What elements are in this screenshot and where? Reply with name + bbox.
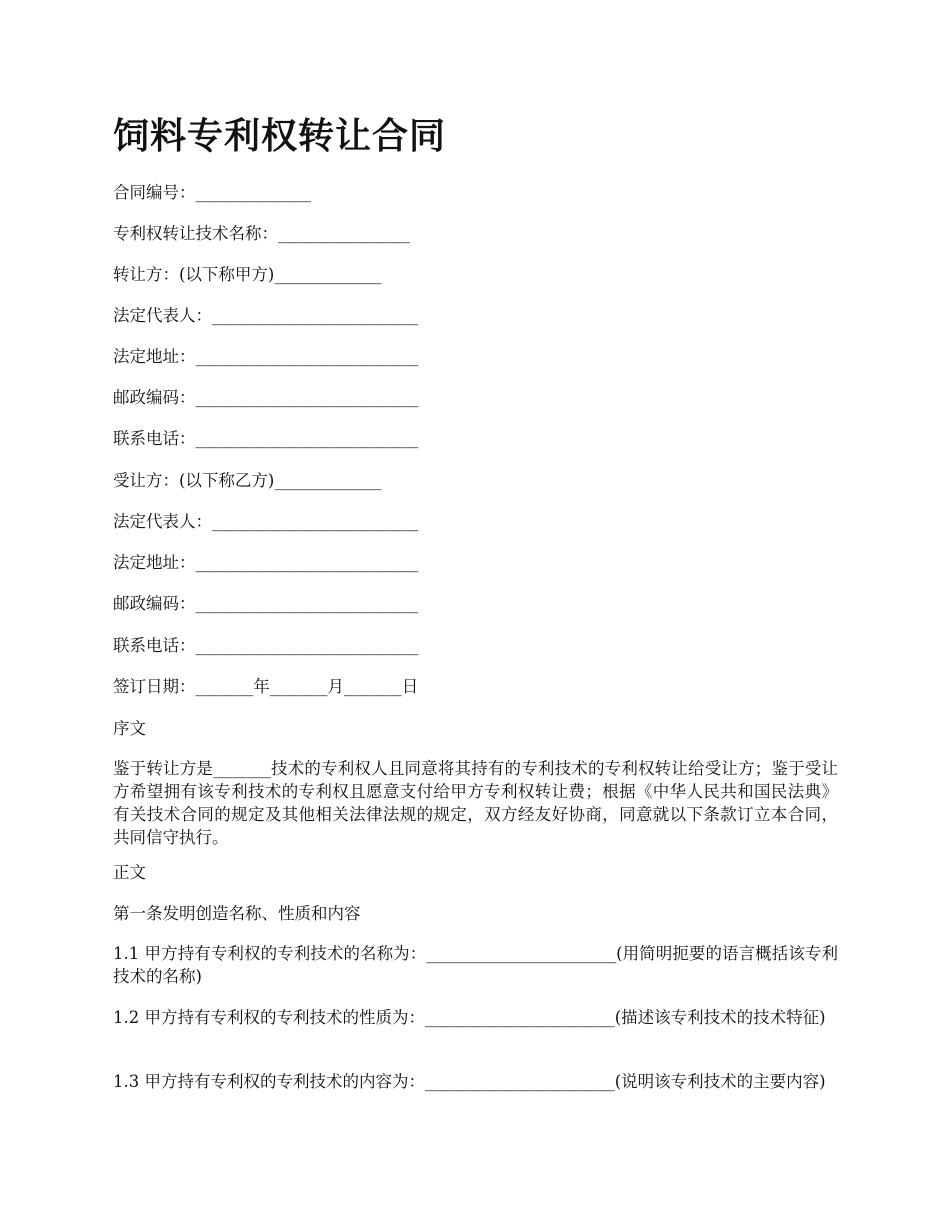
contract-number-field: 合同编号：______________ xyxy=(113,183,311,202)
party-b-phone-field: 联系电话：___________________________ xyxy=(113,636,419,655)
party-a-postcode-field: 邮政编码：___________________________ xyxy=(113,388,419,407)
signing-date-field: 签订日期：_______年_______月_______日 xyxy=(113,677,419,696)
party-a-phone-field: 联系电话：___________________________ xyxy=(113,429,419,448)
clause-1-1: 1.1 甲方持有专利权的专利技术的名称为：_______________________(用简明扼要的语言概括该专利技术的名称) xyxy=(113,944,838,986)
preface-heading: 序文 xyxy=(113,719,146,738)
party-b-address-field: 法定地址：___________________________ xyxy=(113,553,419,572)
transferee-field: 受让方：(以下称乙方)_____________ xyxy=(113,471,382,490)
party-b-postcode-field: 邮政编码：___________________________ xyxy=(113,594,419,613)
body-heading: 正文 xyxy=(113,863,146,882)
transferor-field: 转让方：(以下称甲方)_____________ xyxy=(113,265,382,284)
article-1-heading: 第一条发明创造名称、性质和内容 xyxy=(113,904,361,923)
clause-1-2: 1.2 甲方持有专利权的专利技术的性质为：_______________________(描述该专利技术的技术特征) xyxy=(113,1008,826,1027)
party-a-representative-field: 法定代表人：_________________________ xyxy=(113,306,419,325)
technology-name-field: 专利权转让技术名称：________________ xyxy=(113,224,410,243)
party-b-representative-field: 法定代表人：_________________________ xyxy=(113,512,419,531)
preface-paragraph: 鉴于转让方是_______技术的专利权人且同意将其持有的专利技术的专利权转让给受让方；鉴于受让方希望拥有该专利技术的专利权且愿意支付给甲方专利权转让费；根据《中华人民共和国民法典》有关技术合同的规定及其他相关法律法规的规定，双方经友好协商，同意就以下条款订立本合同，共同信守执行。 xyxy=(113,759,838,847)
document-title: 饲料专利权转让合同 xyxy=(113,115,447,157)
party-a-address-field: 法定地址：___________________________ xyxy=(113,347,419,366)
clause-1-3: 1.3 甲方持有专利权的专利技术的内容为：_______________________(说明该专利技术的主要内容) xyxy=(113,1072,826,1091)
